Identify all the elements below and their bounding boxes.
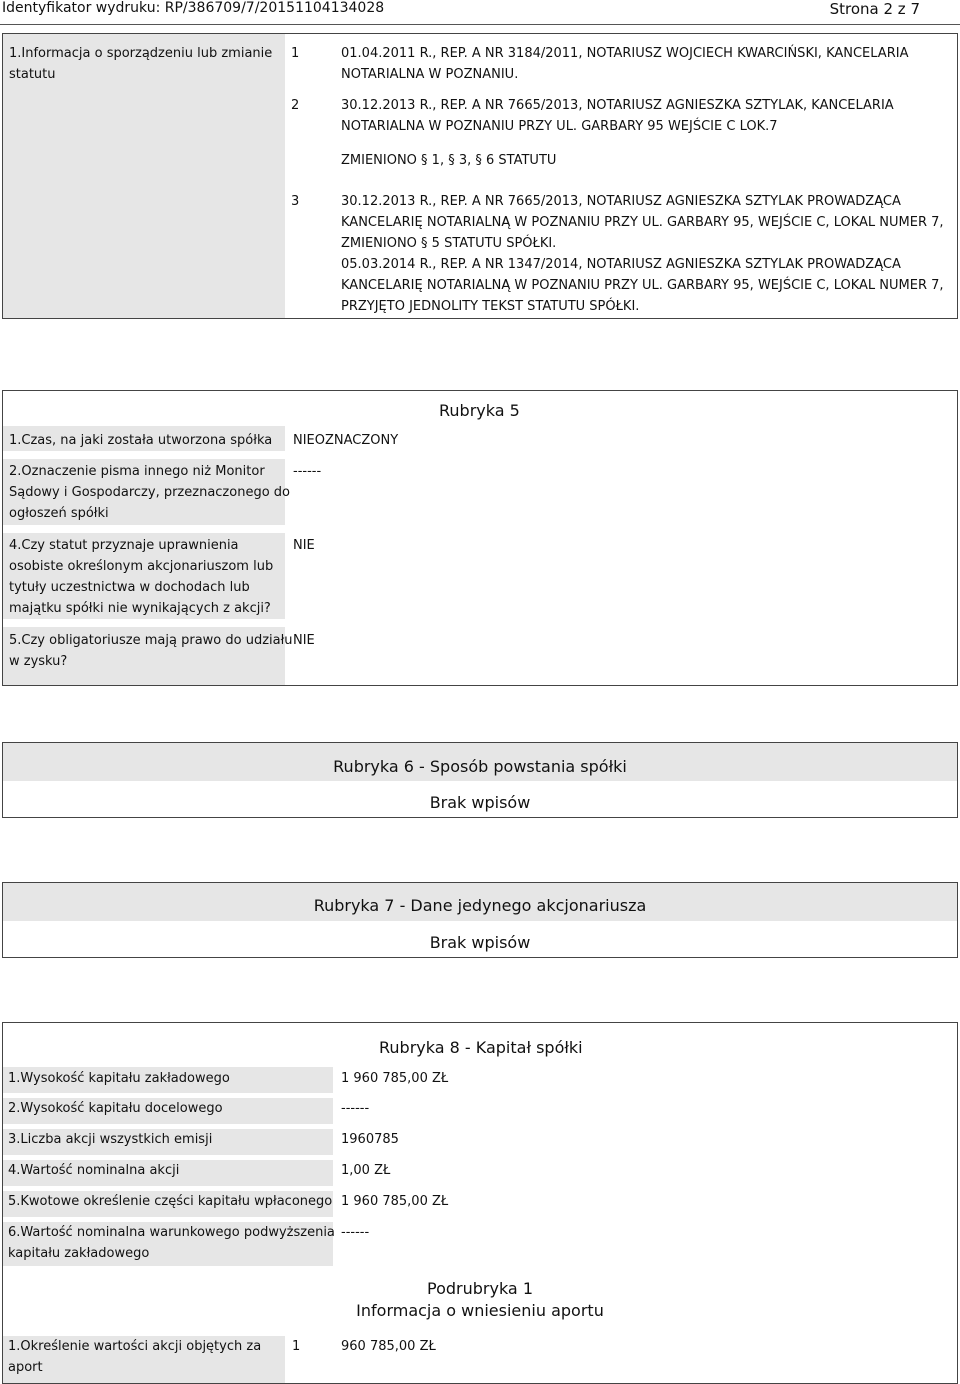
row-value: 1 960 785,00 ZŁ — [341, 1071, 449, 1086]
row-value: NIE — [293, 633, 315, 648]
row-label: 5.Kwotowe określenie części kapitału wpłaconego — [8, 1194, 333, 1209]
row-value: 1 960 785,00 ZŁ — [341, 1194, 449, 1209]
rubryka-6-section — [2, 742, 958, 818]
rubryka-8-title: Rubryka 8 - Kapitał spółki — [379, 1038, 583, 1057]
header-divider — [0, 24, 960, 25]
row-label: 6.Wartość nominalna warunkowego podwyższenia kapitału zakładowego — [8, 1225, 335, 1261]
statut-section — [2, 33, 958, 319]
rubryka-7-title: Rubryka 7 - Dane jedynego akcjonariusza — [313, 896, 647, 915]
row-value: ------ — [341, 1225, 370, 1240]
row-number: 1 — [292, 1339, 301, 1354]
statut-entry-number: 1 — [291, 46, 300, 61]
print-identifier: Identyfikator wydruku: RP/386709/7/20151104134028 — [2, 0, 385, 16]
row-label: 4.Wartość nominalna akcji — [8, 1163, 180, 1178]
row-value: ------ — [341, 1101, 370, 1116]
row-value: ------ — [293, 464, 322, 479]
row-value: 1960785 — [341, 1132, 399, 1147]
rubryka-8-section — [2, 1022, 958, 1384]
rubryka-5-title: Rubryka 5 — [439, 401, 520, 420]
row-label: 3.Liczba akcji wszystkich emisji — [8, 1132, 213, 1147]
rubryka-6-empty: Brak wpisów — [429, 793, 531, 812]
row-label: 4.Czy statut przyznaje uprawnienia osobiste określonym akcjonariuszom lub tytuły uczestnictwa w dochodach lub majątku spółki nie wynikających z akcji? — [9, 538, 274, 616]
page-number: Strona 2 z 7 — [829, 0, 920, 18]
row-label: 1.Wysokość kapitału zakładowego — [8, 1071, 230, 1086]
row-label: 1.Określenie wartości akcji objętych za aport — [8, 1339, 262, 1375]
rubryka-6-title: Rubryka 6 - Sposób powstania spółki — [333, 757, 627, 776]
row-label: 2.Wysokość kapitału docelowego — [8, 1101, 223, 1116]
rubryka-7-empty: Brak wpisów — [429, 933, 531, 952]
rubryka-5-section — [2, 390, 958, 686]
row-label: 1.Czas, na jaki została utworzona spółka — [9, 433, 273, 448]
statut-entry: 30.12.2013 R., REP. A NR 7665/2013, NOTARIUSZ AGNIESZKA SZTYLAK PROWADZĄCA KANCELARIĘ NOTARIALNĄ W POZNANIU PRZY UL. GARBARY 95, WEJŚCIE C, LOKAL NUMER 7, ZMIENIONO § 5 STATUTU SPÓŁKI. 05.03.2014 R., REP. A NR 1347/2014, NOTARIUSZ AGNIESZKA SZTYLAK PROWADZĄCA KANCELARIĘ NOTARIALNĄ W POZNANIU PRZY UL. GARBARY 95, WEJŚCIE C, LOKAL NUMER 7, PRZYJĘTO JEDNOLITY TEKST STATUTU SPÓŁKI. — [341, 194, 944, 314]
podrubryka-title: Podrubryka 1 Informacja o wniesieniu aportu — [356, 1279, 604, 1320]
statut-entry-number: 2 — [291, 98, 300, 113]
row-value: NIE — [293, 538, 315, 553]
row-value: NIEOZNACZONY — [293, 433, 399, 448]
statut-label: 1.Informacja o sporządzeniu lub zmianie statutu — [9, 46, 273, 82]
row-value: 1,00 ZŁ — [341, 1163, 391, 1178]
rubryka-7-section — [2, 882, 958, 958]
row-label: 2.Oznaczenie pisma innego niż Monitor Sądowy i Gospodarczy, przeznaczonego do ogłoszeń spółki — [9, 464, 290, 521]
statut-entry-number: 3 — [291, 194, 300, 209]
statut-entry: 30.12.2013 R., REP. A NR 7665/2013, NOTARIUSZ AGNIESZKA SZTYLAK, KANCELARIA NOTARIALNA W POZNANIU PRZY UL. GARBARY 95 WEJŚCIE C LOK.7 ZMIENIONO § 1, § 3, § 6 STATUTU — [341, 98, 894, 168]
statut-entry: 01.04.2011 R., REP. A NR 3184/2011, NOTARIUSZ WOJCIECH KWARCIŃSKI, KANCELARIA NOTARIALNA W POZNANIU. — [341, 46, 909, 82]
row-value: 960 785,00 ZŁ — [341, 1339, 436, 1354]
row-label: 5.Czy obligatoriusze mają prawo do udziału w zysku? — [9, 633, 293, 669]
